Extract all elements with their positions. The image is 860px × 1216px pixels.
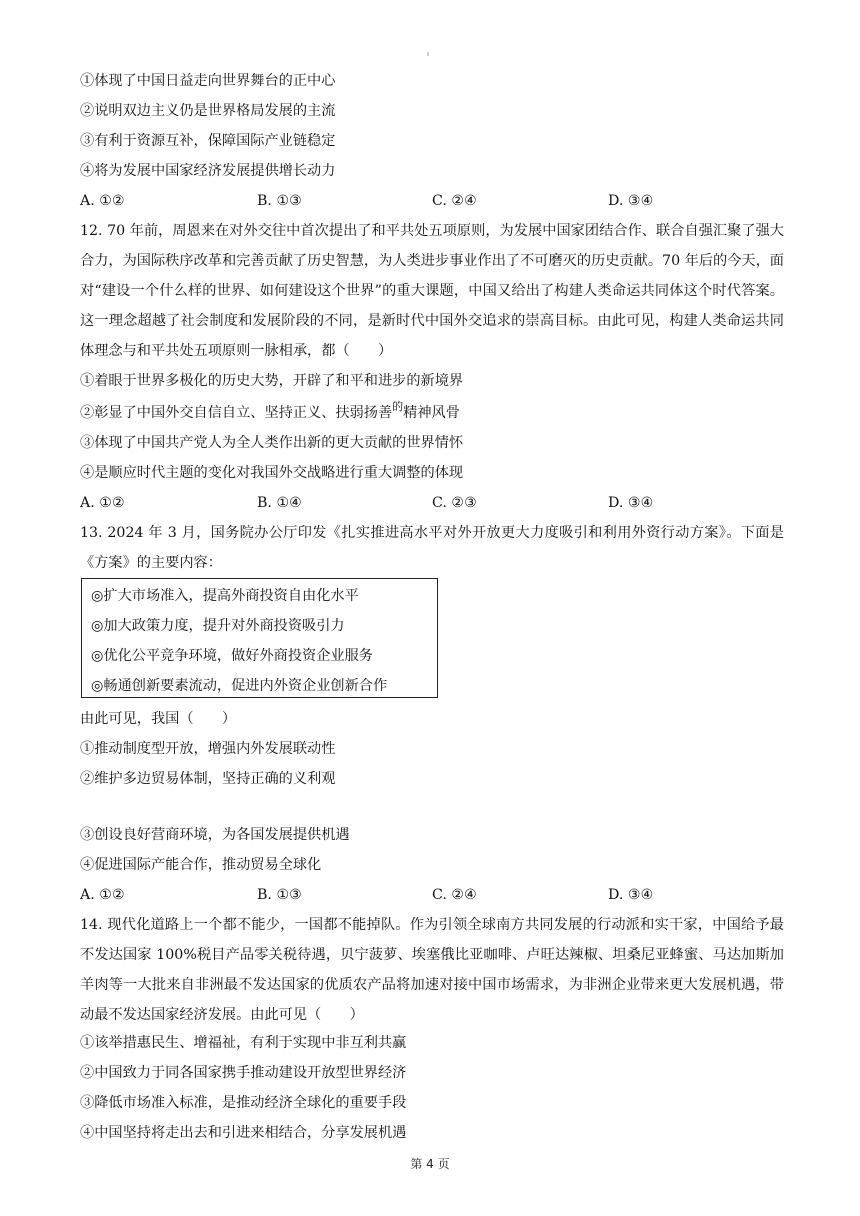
q12-option-c: C. ②③	[432, 495, 477, 511]
q14-item-1: ①该举措惠民生、增福祉，有利于实现中非互利共赢	[80, 1035, 407, 1051]
q13-item-4: ④促进国际产能合作，推动贸易全球化	[80, 857, 322, 873]
q12-options	[80, 494, 784, 512]
q13-option-a: A. ①②	[80, 887, 125, 903]
q14-item-3: ③降低市场准入标准，是推动经济全球化的重要手段	[80, 1095, 407, 1111]
q12-item-2	[80, 400, 460, 423]
q11-option-b: B. ①③	[257, 193, 302, 209]
q12-item-2-tail: 精神风骨	[403, 405, 460, 421]
q13-box-item-3: ◎优化公平竞争环境，做好外商投资企业服务	[91, 648, 373, 664]
q12-option-b: B. ①④	[257, 495, 302, 511]
q12-item-2-text: ②彰显了中国外交自信自立、坚持正义、扶弱扬善	[80, 405, 393, 421]
q11-item-4: ④将为发展中国家经济发展提供增长动力	[80, 163, 336, 179]
q13-option-b: B. ①③	[257, 887, 302, 903]
q11-item-1: ①体现了中国日益走向世界舞台的正中心	[80, 73, 336, 89]
q14-stem: 14. 现代化道路上一个都不能少，一国都不能掉队。作为引领全球南方共同发展的行动派和实干家，中国给予最不发达国家 100%税目产品零关税待遇，贝宁菠萝、埃塞俄比亚咖啡、卢旺达辣椒、坦桑尼亚蜂蜜、马达加斯加羊肉等一大批来自非洲最不发达国家的优质农产品将加速对接中国市场需求，为非洲企业带来更大发展机遇，带动最不发达国家经济发展。由此可见（ ）	[80, 917, 784, 1023]
page-number-footer: 第 4 页	[410, 1157, 450, 1171]
q11-item-2: ②说明双边主义仍是世界格局发展的主流	[80, 103, 336, 119]
q13-plan-box	[81, 578, 438, 698]
q14-item-2: ②中国致力于同各国家携手推动建设开放型世界经济	[80, 1065, 407, 1081]
q12-option-d: D. ③④	[608, 495, 654, 511]
q14-item-4: ④中国坚持将走出去和引进来相结合，分享发展机遇	[80, 1125, 407, 1141]
q13-box-item-1: ◎扩大市场准入，提高外商投资自由化水平	[91, 588, 359, 604]
q13-item-2: ②维护多边贸易体制，坚持正确的义利观	[80, 771, 336, 787]
q12-stem: 12. 70 年前，周恩来在对外交往中首次提出了和平共处五项原则，为发展中国家团结合作、联合自强汇聚了强大合力，为国际秩序改革和完善贡献了历史智慧，为人类进步事业作出了不可磨灭的历史贡献。70 年后的今天，面对“建设一个什么样的世界、如何建设这个世界”的重大课题，中国又给出了构建人类命运共同体这个时代答案。这一理念超越了社会制度和发展阶段的不同，是新时代中国外交追求的崇高目标。由此可见，构建人类命运共同体理念与和平共处五项原则一脉相承，都（ ）	[80, 223, 784, 359]
q11-option-d: D. ③④	[608, 193, 654, 209]
q13-item-1: ①推动制度型开放，增强内外发展联动性	[80, 741, 336, 757]
q13-options	[80, 886, 784, 904]
q12-option-a: A. ①②	[80, 495, 125, 511]
q13-box-item-2: ◎加大政策力度，提升对外商投资吸引力	[91, 618, 345, 634]
q12-item-3: ③体现了中国共产党人为全人类作出新的更大贡献的世界情怀	[80, 435, 464, 451]
q11-option-c: C. ②④	[432, 193, 477, 209]
q11-item-3: ③有利于资源互补，保障国际产业链稳定	[80, 133, 336, 149]
q13-item-3: ③创设良好营商环境，为各国发展提供机遇	[80, 827, 350, 843]
q12-item-4: ④是顺应时代主题的变化对我国外交战略进行重大调整的体现	[80, 465, 464, 481]
q12-item-2-raised-char: 的	[392, 400, 404, 413]
q13-option-c: C. ②④	[432, 887, 477, 903]
q13-option-d: D. ③④	[608, 887, 654, 903]
q11-options	[80, 192, 784, 210]
q13-box-item-4: ◎畅通创新要素流动，促进内外资企业创新合作	[91, 678, 388, 694]
q12-item-1: ①着眼于世界多极化的历史大势，开辟了和平和进步的新境界	[80, 373, 464, 389]
page-top-mark: ı	[427, 50, 429, 58]
q13-stem: 13. 2024 年 3 月，国务院办公厅印发《扎实推进高水平对外开放更大力度吸引和利用外资行动方案》。下面是《方案》的主要内容：	[80, 525, 784, 571]
q13-lead: 由此可见，我国（ ）	[80, 711, 237, 727]
q11-option-a: A. ①②	[80, 193, 125, 209]
